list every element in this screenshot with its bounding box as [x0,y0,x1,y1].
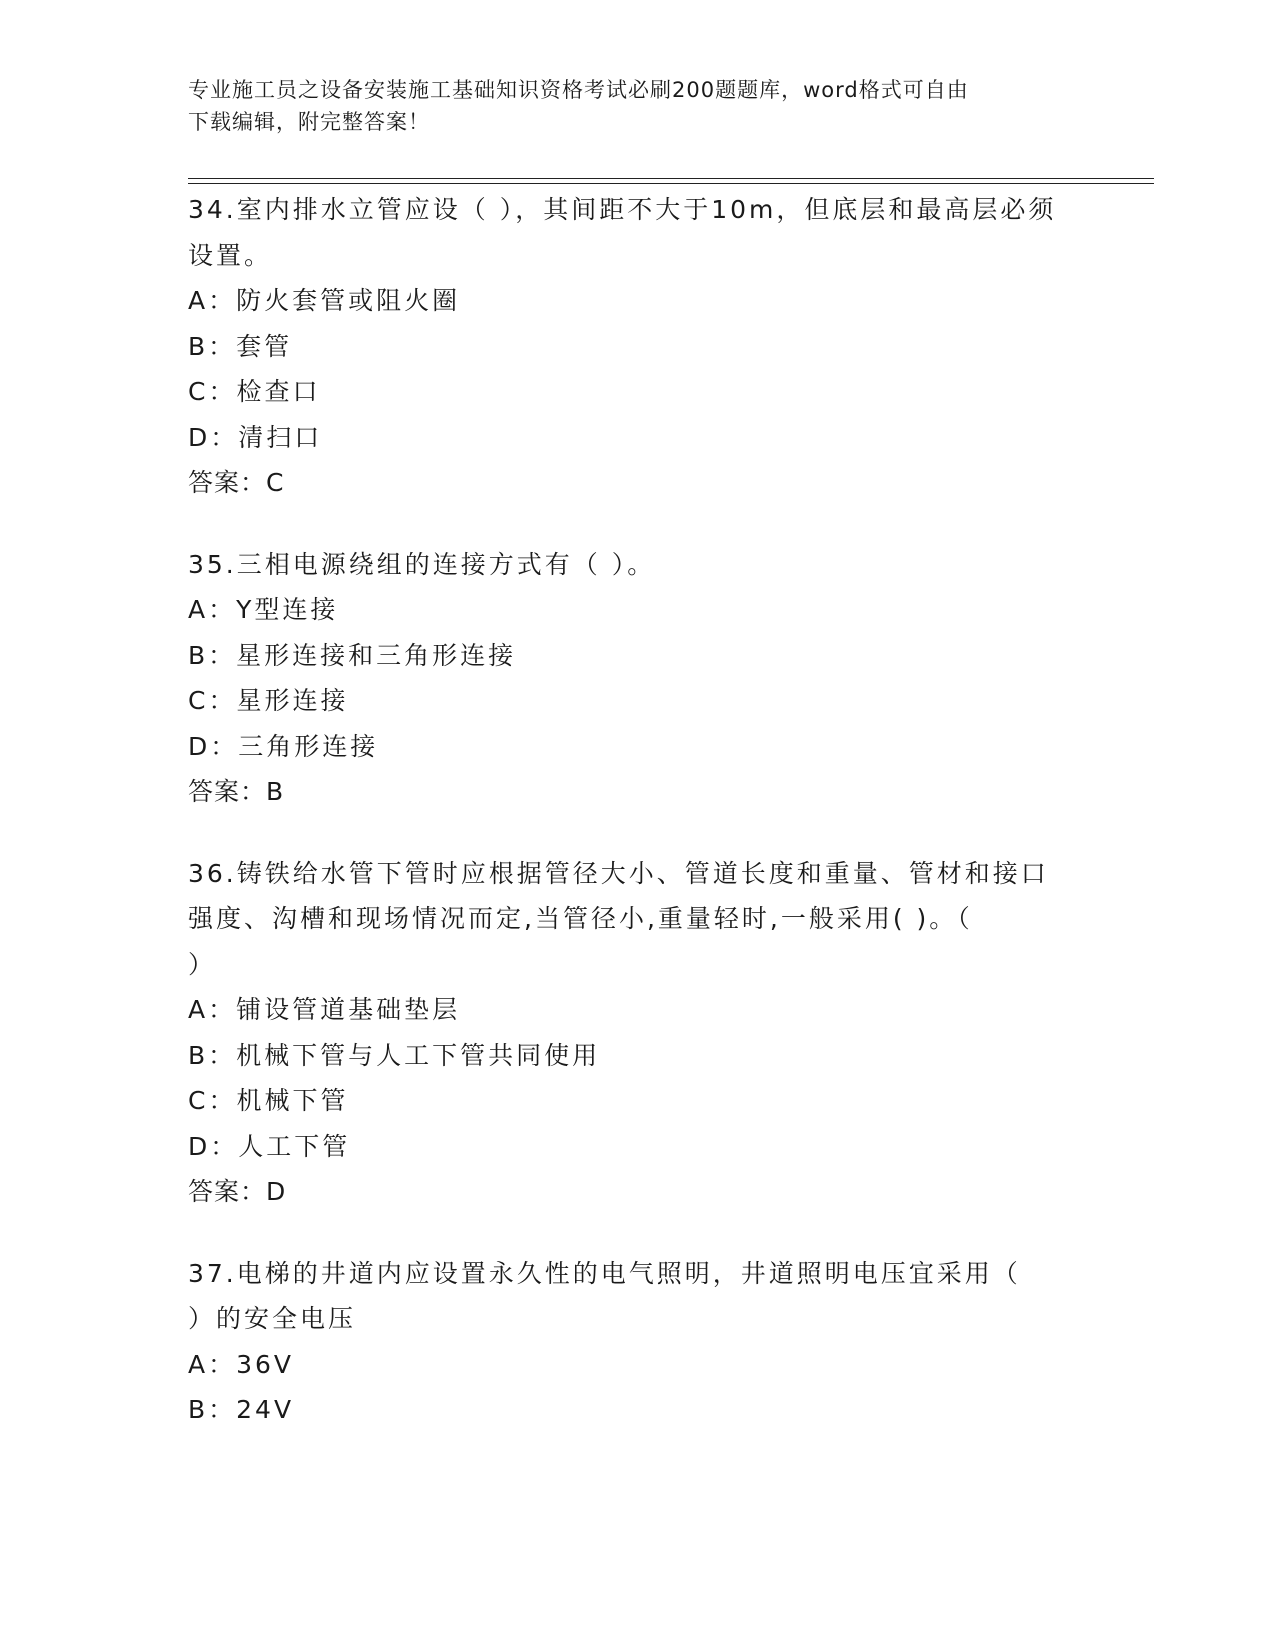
header-line-1: 专业施工员之设备安装施工基础知识资格考试必刷200题题库，word格式可自由 [188,78,969,102]
option-d: D：人工下管 [188,1131,351,1161]
option-a: A：铺设管道基础垫层 [188,995,461,1024]
option-a: A：Y型连接 [188,595,339,624]
answer-line: 答案：B [188,777,285,806]
option-d: D：清扫口 [188,422,323,452]
option-d: D：三角形连接 [188,731,379,761]
question-stem-line: ）的安全电压 [188,1304,357,1333]
option-b: B：星形连接和三角形连接 [188,640,517,670]
answer-line: 答案：C [188,468,285,497]
option-a: A：36V [188,1349,295,1379]
question-stem-line: 35.三相电源绕组的连接方式有（ ）。 [188,549,656,579]
option-b: B：机械下管与人工下管共同使用 [188,1040,601,1070]
header-divider-bottom [188,183,1154,184]
question-stem-line: 设置。 [188,240,273,270]
question-37 [188,1251,1108,1433]
option-c: C：检查口 [188,377,321,406]
option-c: C：机械下管 [188,1086,349,1115]
header-divider-top [188,178,1154,179]
question-stem-line: 34.室内排水立管应设（ ），其间距不大于10m，但底层和最高层必须 [188,195,1057,224]
option-a: A：防火套管或阻火圈 [188,286,461,315]
question-36 [188,851,1108,1215]
question-stem-line: 36.铸铁给水管下管时应根据管径大小、管道长度和重量、管材和接口 [188,858,1049,888]
document-header [188,74,1088,138]
question-35 [188,542,1108,815]
question-stem-line: 强度、沟槽和现场情况而定,当管径小,重量轻时,一般采用( )。（ [188,904,973,933]
option-b: B：套管 [188,331,293,361]
question-list [188,187,1108,1469]
answer-line: 答案：D [188,1177,287,1206]
header-line-2: 下载编辑，附完整答案！ [188,110,430,134]
question-stem-line: ） [188,949,217,979]
question-34 [188,187,1108,506]
question-stem-line: 37.电梯的井道内应设置永久性的电气照明，井道照明电压宜采用（ [188,1258,1021,1288]
option-c: C：星形连接 [188,686,349,715]
option-b: B：24V [188,1395,295,1424]
